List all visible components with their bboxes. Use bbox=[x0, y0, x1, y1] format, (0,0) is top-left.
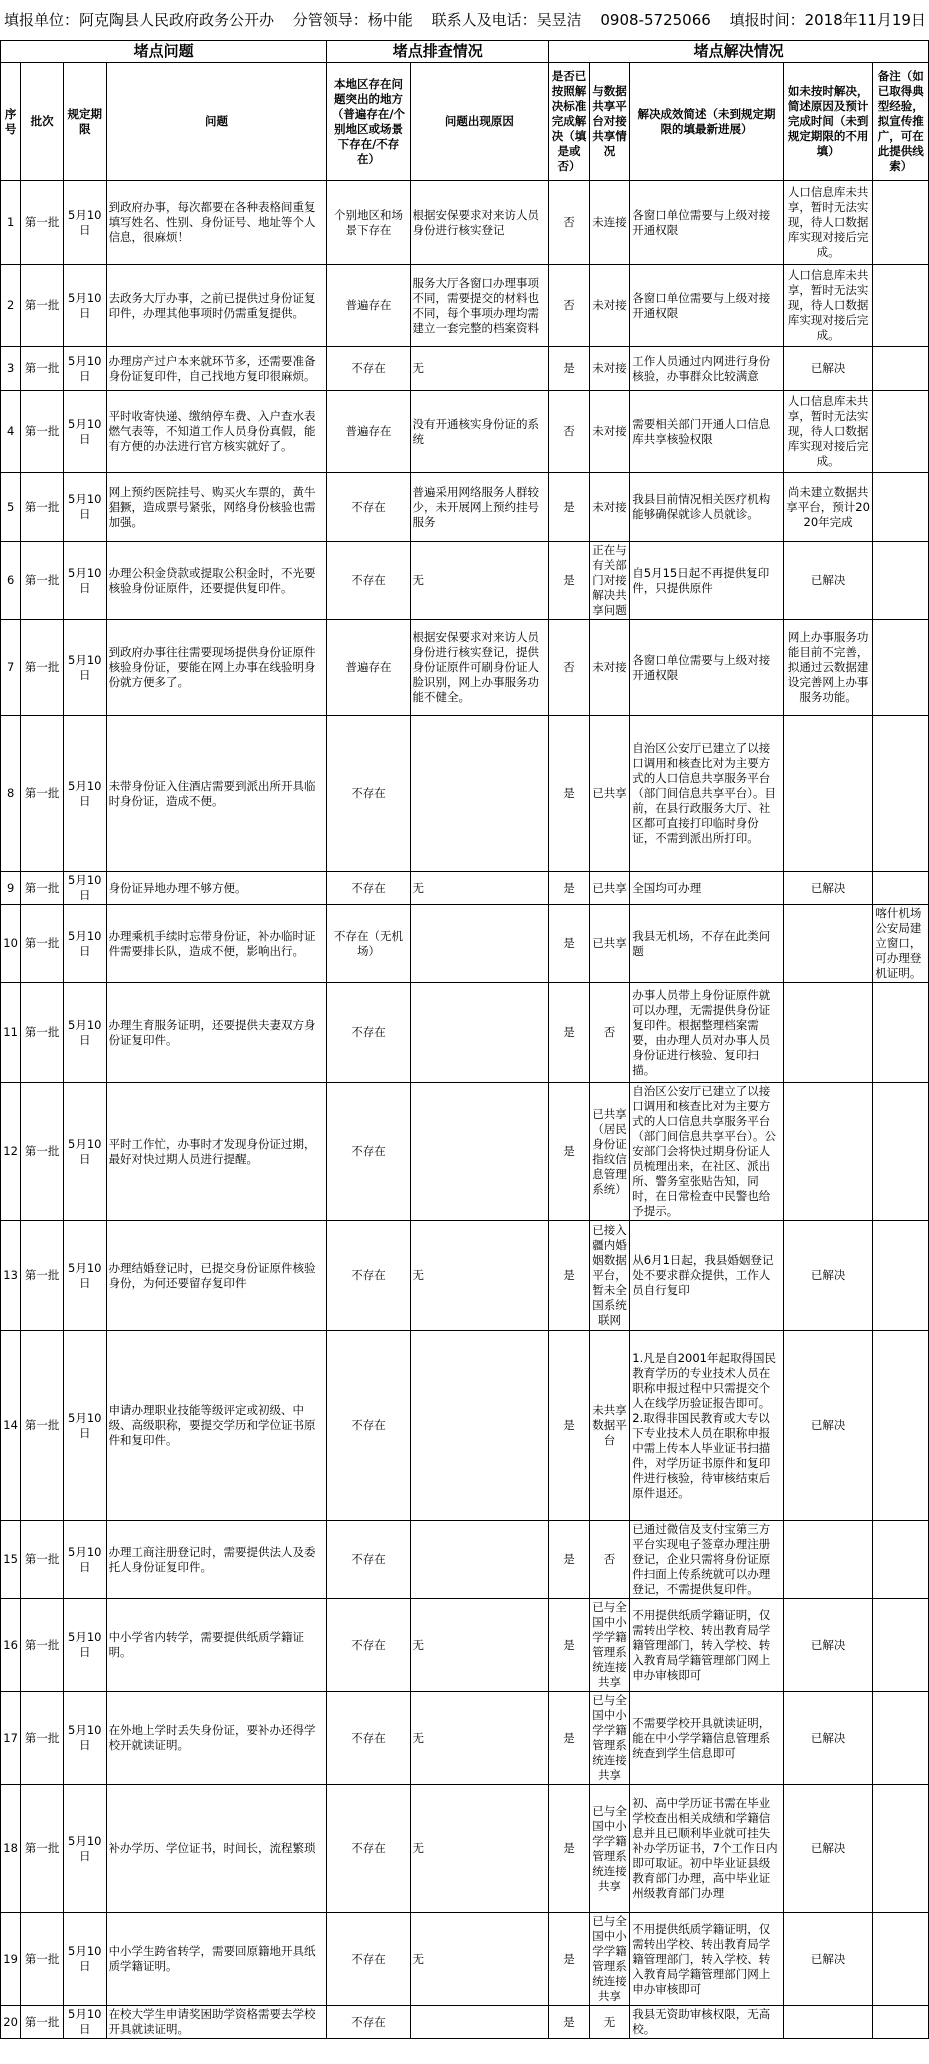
cell-batch: 第一批 bbox=[21, 1599, 64, 1692]
table-row bbox=[1, 265, 929, 347]
cell-share: 正在与有关部门对接解决共享问题 bbox=[589, 542, 630, 620]
cell-deadline: 5月10日 bbox=[63, 872, 106, 905]
cell-effect: 自治区公安厅已建立了以接口调用和核查比对为主要方式的人口信息共享服务平台（部门间信息共享平台）。目前，在县行政服务大厅、社区都可直接打印临时身份证，不需到派出所打印。 bbox=[630, 716, 784, 872]
table-row bbox=[1, 181, 929, 265]
cell-no: 12 bbox=[1, 1083, 21, 1221]
cell-share: 已接入疆内婚姻数据平台，暂未全国系统联网 bbox=[589, 1221, 630, 1331]
cell-issue: 办理生育服务证明，还要提供夫妻双方身份证复印件。 bbox=[106, 983, 327, 1083]
cell-issue: 到政府办事，每次都要在各种表格间重复填写姓名、性别、身份证号、地址等个人信息，很麻烦！ bbox=[106, 181, 327, 265]
cell-deadline: 5月10日 bbox=[63, 1221, 106, 1331]
cell-batch: 第一批 bbox=[21, 542, 64, 620]
cell-reason: 尚未建立数据共享平台，预计2020年完成 bbox=[783, 473, 873, 542]
cell-cause: 无 bbox=[410, 1599, 549, 1692]
cell-note bbox=[873, 1521, 929, 1599]
table-row bbox=[1, 2006, 929, 2039]
table-row bbox=[1, 542, 929, 620]
cell-deadline: 5月10日 bbox=[63, 1913, 106, 2006]
cell-no: 4 bbox=[1, 391, 21, 473]
cell-batch: 第一批 bbox=[21, 1785, 64, 1913]
cell-solved: 是 bbox=[549, 542, 590, 620]
cell-note bbox=[873, 620, 929, 716]
cell-batch: 第一批 bbox=[21, 620, 64, 716]
cell-solved: 是 bbox=[549, 473, 590, 542]
cell-reason: 已解决 bbox=[783, 1221, 873, 1331]
cell-cause bbox=[410, 1521, 549, 1599]
cell-reason bbox=[783, 905, 873, 983]
cell-share: 已共享 bbox=[589, 872, 630, 905]
group-problem: 堵点问题 bbox=[1, 41, 327, 63]
cell-deadline: 5月10日 bbox=[63, 620, 106, 716]
cell-share: 无 bbox=[589, 2006, 630, 2039]
cell-batch: 第一批 bbox=[21, 347, 64, 391]
cell-no: 1 bbox=[1, 181, 21, 265]
cell-issue: 申请办理职业技能等级评定或初级、中级、高级职称，要提交学历和学位证书原件和复印件。 bbox=[106, 1331, 327, 1521]
cell-batch: 第一批 bbox=[21, 473, 64, 542]
cell-solved: 是 bbox=[549, 2006, 590, 2039]
cell-solved: 否 bbox=[549, 265, 590, 347]
cell-effect: 不用提供纸质学籍证明，仅需转出学校、转出教育局学籍管理部门，转入学校、转入教育局学籍管理部门网上申办审核即可 bbox=[630, 1913, 784, 2006]
cell-effect: 我县无资助审核权限，无高校。 bbox=[630, 2006, 784, 2039]
cell-scope: 不存在 bbox=[327, 1785, 410, 1913]
cell-issue: 办理结婚登记时，已提交身份证原件核验身份，为何还要留存复印件 bbox=[106, 1221, 327, 1331]
cell-deadline: 5月10日 bbox=[63, 1521, 106, 1599]
cell-reason: 已解决 bbox=[783, 1599, 873, 1692]
cell-scope: 不存在 bbox=[327, 716, 410, 872]
cell-effect: 已通过微信及支付宝第三方平台实现电子签章办理注册登记，企业只需将身份证原件扫面上传系统就可以办理登记，不需提供复印件。 bbox=[630, 1521, 784, 1599]
cell-deadline: 5月10日 bbox=[63, 265, 106, 347]
cell-issue: 到政府办事往往需要现场提供身份证原件核验身份证，要能在网上办事在线验明身份就方便多了。 bbox=[106, 620, 327, 716]
cell-batch: 第一批 bbox=[21, 181, 64, 265]
cell-effect: 自治区公安厅已建立了以接口调用和核查比对为主要方式的人口信息共享服务平台（部门间信息共享平台）。公安部门会将快过期身份证人员梳理出来，在社区、派出所、警务室张贴告知，同时，在日常检查中民警也给予提示。 bbox=[630, 1083, 784, 1221]
cell-no: 9 bbox=[1, 872, 21, 905]
cell-effect: 初、高中学历证书需在毕业学校查出相关成绩和学籍信息并且已顺利毕业就可挂失补办学历证书，7个工作日内即可取证。初中毕业证县级教育部门办理，高中毕业证州级教育部门办理 bbox=[630, 1785, 784, 1913]
cell-note bbox=[873, 1083, 929, 1221]
cell-share: 已共享 bbox=[589, 716, 630, 872]
cell-solved: 是 bbox=[549, 1083, 590, 1221]
cell-deadline: 5月10日 bbox=[63, 1785, 106, 1913]
cell-no: 8 bbox=[1, 716, 21, 872]
cell-issue: 办理工商注册登记时，需要提供法人及委托人身份证复印件。 bbox=[106, 1521, 327, 1599]
cell-share: 未对接 bbox=[589, 265, 630, 347]
cell-no: 13 bbox=[1, 1221, 21, 1331]
cell-scope: 普遍存在 bbox=[327, 391, 410, 473]
cell-issue: 平时收寄快递、缴纳停车费、入户查水表燃气表等，不知道工作人员身份真假，能有方便的办法进行官方核实就好了。 bbox=[106, 391, 327, 473]
cell-batch: 第一批 bbox=[21, 905, 64, 983]
cell-solved: 否 bbox=[549, 181, 590, 265]
cell-solved: 是 bbox=[549, 872, 590, 905]
cell-share: 已与全国中小学学籍管理系统连接共享 bbox=[589, 1785, 630, 1913]
cell-note bbox=[873, 983, 929, 1083]
cell-effect: 各窗口单位需要与上级对接开通权限 bbox=[630, 181, 784, 265]
cell-effect: 各窗口单位需要与上级对接开通权限 bbox=[630, 265, 784, 347]
col-batch: 批次 bbox=[21, 63, 64, 181]
cell-cause: 无 bbox=[410, 347, 549, 391]
table-row bbox=[1, 620, 929, 716]
cell-cause: 根据安保要求对来访人员身份进行核实登记，提供身份证原件可刷身份证人脸识别，网上办事服务功能不健全。 bbox=[410, 620, 549, 716]
table-row bbox=[1, 391, 929, 473]
cell-issue: 身份证异地办理不够方便。 bbox=[106, 872, 327, 905]
cell-cause bbox=[410, 1331, 549, 1521]
header-date: 填报时间：2018年11月19日 bbox=[729, 11, 926, 29]
cell-scope: 不存在 bbox=[327, 1521, 410, 1599]
cell-scope: 不存在 bbox=[327, 1331, 410, 1521]
cell-solved: 否 bbox=[549, 391, 590, 473]
cell-no: 17 bbox=[1, 1692, 21, 1785]
cell-no: 2 bbox=[1, 265, 21, 347]
cell-share: 未连接 bbox=[589, 181, 630, 265]
table-row bbox=[1, 1221, 929, 1331]
cell-cause: 没有开通核实身份证的系统 bbox=[410, 391, 549, 473]
group-investigation: 堵点排查情况 bbox=[327, 41, 549, 63]
cell-cause: 无 bbox=[410, 1913, 549, 2006]
cell-solved: 是 bbox=[549, 1331, 590, 1521]
cell-note bbox=[873, 542, 929, 620]
cell-no: 19 bbox=[1, 1913, 21, 2006]
cell-effect: 自5月15日起不再提供复印件，只提供原件 bbox=[630, 542, 784, 620]
cell-share: 未共享数据平台 bbox=[589, 1331, 630, 1521]
cell-deadline: 5月10日 bbox=[63, 1083, 106, 1221]
cell-no: 15 bbox=[1, 1521, 21, 1599]
cell-effect: 办事人员带上身份证原件就可以办理，无需提供身份证复印件。根据整理档案需要，由办理人员对办事人员身份证进行核验、复印扫描。 bbox=[630, 983, 784, 1083]
header-unit: 填报单位：阿克陶县人民政府政务公开办 bbox=[4, 11, 275, 29]
group-solution: 堵点解决情况 bbox=[549, 41, 929, 63]
cell-reason bbox=[783, 716, 873, 872]
table-row bbox=[1, 1521, 929, 1599]
cell-cause: 普遍采用网络服务人群较少，未开展网上预约挂号服务 bbox=[410, 473, 549, 542]
cell-cause bbox=[410, 983, 549, 1083]
cell-issue: 办理公积金贷款或提取公积金时，不光要核验身份证原件，还要提供复印件。 bbox=[106, 542, 327, 620]
cell-reason bbox=[783, 2006, 873, 2039]
cell-note bbox=[873, 1221, 929, 1331]
cell-note bbox=[873, 1785, 929, 1913]
cell-solved: 是 bbox=[549, 1785, 590, 1913]
table-row bbox=[1, 716, 929, 872]
cell-effect: 不用提供纸质学籍证明，仅需转出学校、转出教育局学籍管理部门，转入学校、转入教育局学籍管理部门网上申办审核即可 bbox=[630, 1599, 784, 1692]
cell-share: 未对接 bbox=[589, 620, 630, 716]
cell-share: 未对接 bbox=[589, 391, 630, 473]
cell-issue: 在校大学生申请奖困助学资格需要去学校开具就读证明。 bbox=[106, 2006, 327, 2039]
cell-note bbox=[873, 473, 929, 542]
col-deadline: 规定期限 bbox=[63, 63, 106, 181]
cell-note bbox=[873, 2006, 929, 2039]
cell-scope: 不存在 bbox=[327, 347, 410, 391]
cell-issue: 中小学生跨省转学，需要回原籍地开具纸质学籍证明。 bbox=[106, 1913, 327, 2006]
cell-batch: 第一批 bbox=[21, 265, 64, 347]
cell-reason: 已解决 bbox=[783, 1692, 873, 1785]
cell-effect: 从6月1日起，我县婚姻登记处不要求群众提供，工作人员自行复印 bbox=[630, 1221, 784, 1331]
col-effect: 解决成效简述（未到规定期限的填最新进展） bbox=[630, 63, 784, 181]
cell-scope: 不存在 bbox=[327, 2006, 410, 2039]
cell-deadline: 5月10日 bbox=[63, 716, 106, 872]
header-leader: 分管领导：杨中能 bbox=[292, 11, 413, 29]
table-row bbox=[1, 1599, 929, 1692]
cell-note: 喀什机场公安局建立窗口，可办理登机证明。 bbox=[873, 905, 929, 983]
cell-share: 已与全国中小学学籍管理系统连接共享 bbox=[589, 1692, 630, 1785]
cell-cause bbox=[410, 905, 549, 983]
cell-solved: 是 bbox=[549, 1692, 590, 1785]
cell-effect: 各窗口单位需要与上级对接开通权限 bbox=[630, 620, 784, 716]
cell-reason: 人口信息库未共享，暂时无法实现，待人口数据库实现对接后完成。 bbox=[783, 181, 873, 265]
cell-no: 5 bbox=[1, 473, 21, 542]
cell-no: 6 bbox=[1, 542, 21, 620]
col-cause: 问题出现原因 bbox=[410, 63, 549, 181]
cell-issue: 办理房产过户本来就环节多，还需要准备身份证复印件，自己找地方复印很麻烦。 bbox=[106, 347, 327, 391]
table-row bbox=[1, 347, 929, 391]
cell-share: 否 bbox=[589, 983, 630, 1083]
cell-batch: 第一批 bbox=[21, 1083, 64, 1221]
cell-batch: 第一批 bbox=[21, 872, 64, 905]
cell-deadline: 5月10日 bbox=[63, 542, 106, 620]
cell-cause: 无 bbox=[410, 1785, 549, 1913]
cell-no: 16 bbox=[1, 1599, 21, 1692]
cell-no: 14 bbox=[1, 1331, 21, 1521]
cell-share: 已共享（居民身份证指纹信息管理系统） bbox=[589, 1083, 630, 1221]
cell-scope: 不存在 bbox=[327, 1599, 410, 1692]
cell-note bbox=[873, 716, 929, 872]
cell-scope: 不存在 bbox=[327, 473, 410, 542]
cell-scope: 普遍存在 bbox=[327, 620, 410, 716]
table-row bbox=[1, 983, 929, 1083]
cell-note bbox=[873, 391, 929, 473]
cell-no: 11 bbox=[1, 983, 21, 1083]
cell-solved: 是 bbox=[549, 983, 590, 1083]
cell-deadline: 5月10日 bbox=[63, 2006, 106, 2039]
cell-no: 10 bbox=[1, 905, 21, 983]
cell-issue: 中小学省内转学，需要提供纸质学籍证明。 bbox=[106, 1599, 327, 1692]
cell-issue: 办理乘机手续时忘带身份证，补办临时证件需要排长队，造成不便，影响出行。 bbox=[106, 905, 327, 983]
cell-cause: 无 bbox=[410, 872, 549, 905]
cell-deadline: 5月10日 bbox=[63, 181, 106, 265]
cell-effect: 需要相关部门开通人口信息库共享核验权限 bbox=[630, 391, 784, 473]
cell-scope: 不存在 bbox=[327, 1083, 410, 1221]
table-row bbox=[1, 1331, 929, 1521]
cell-share: 否 bbox=[589, 1521, 630, 1599]
table-body bbox=[1, 181, 929, 2039]
cell-share: 已与全国中小学学籍管理系统连接共享 bbox=[589, 1913, 630, 2006]
cell-scope: 不存在 bbox=[327, 1692, 410, 1785]
cell-reason bbox=[783, 1521, 873, 1599]
cell-cause: 服务大厅各窗口办理事项不同，需要提交的材料也不同，每个事项办理均需建立一套完整的档案资料 bbox=[410, 265, 549, 347]
cell-scope: 不存在 bbox=[327, 1221, 410, 1331]
cell-reason: 已解决 bbox=[783, 872, 873, 905]
cell-effect: 我县无机场，不存在此类问题 bbox=[630, 905, 784, 983]
table-row bbox=[1, 1913, 929, 2006]
cell-effect: 不需要学校开具就读证明，能在中小学学籍信息管理系统查到学生信息即可 bbox=[630, 1692, 784, 1785]
cell-issue: 补办学历、学位证书，时间长，流程繁琐 bbox=[106, 1785, 327, 1913]
cell-batch: 第一批 bbox=[21, 716, 64, 872]
cell-cause bbox=[410, 2006, 549, 2039]
cell-note bbox=[873, 1599, 929, 1692]
cell-reason: 已解决 bbox=[783, 1913, 873, 2006]
col-share: 与数据共享平台对接共享情况 bbox=[589, 63, 630, 181]
cell-reason: 网上办事服务功能目前不完善，拟通过云数据建设完善网上办事服务功能。 bbox=[783, 620, 873, 716]
cell-issue: 未带身份证入住酒店需要到派出所开具临时身份证，造成不便。 bbox=[106, 716, 327, 872]
col-no: 序号 bbox=[1, 63, 21, 181]
issue-table bbox=[0, 40, 929, 2039]
cell-scope: 不存在 bbox=[327, 872, 410, 905]
cell-solved: 是 bbox=[549, 1221, 590, 1331]
cell-batch: 第一批 bbox=[21, 1913, 64, 2006]
cell-scope: 不存在（无机场） bbox=[327, 905, 410, 983]
cell-cause: 无 bbox=[410, 1692, 549, 1785]
cell-cause bbox=[410, 1083, 549, 1221]
col-solved: 是否已按照解决标准完成解决（填是或否） bbox=[549, 63, 590, 181]
col-note: 备注（如已取得典型经验，拟宣传推广，可在此提供线索） bbox=[873, 63, 929, 181]
table-row bbox=[1, 872, 929, 905]
cell-effect: 工作人员通过内网进行身份核验，办事群众比较满意 bbox=[630, 347, 784, 391]
header-phone: 0908-5725066 bbox=[600, 11, 711, 29]
cell-issue: 网上预约医院挂号、购买火车票的，黄牛猖獗，造成票号紧张，网络身份核验也需加强。 bbox=[106, 473, 327, 542]
cell-no: 3 bbox=[1, 347, 21, 391]
cell-effect: 我县目前情况相关医疗机构能够确保就诊人员就诊。 bbox=[630, 473, 784, 542]
cell-share: 已共享 bbox=[589, 905, 630, 983]
cell-solved: 否 bbox=[549, 620, 590, 716]
cell-reason: 人口信息库未共享，暂时无法实现，待人口数据库实现对接后完成。 bbox=[783, 391, 873, 473]
cell-effect: 全国均可办理 bbox=[630, 872, 784, 905]
cell-cause bbox=[410, 716, 549, 872]
col-issue: 问题 bbox=[106, 63, 327, 181]
cell-no: 7 bbox=[1, 620, 21, 716]
table-row bbox=[1, 905, 929, 983]
table-row bbox=[1, 1785, 929, 1913]
cell-batch: 第一批 bbox=[21, 1692, 64, 1785]
cell-deadline: 5月10日 bbox=[63, 473, 106, 542]
report-header bbox=[0, 0, 929, 40]
col-reason: 如未按时解决，简述原因及预计完成时间（未到规定期限的不用填） bbox=[783, 63, 873, 181]
cell-batch: 第一批 bbox=[21, 983, 64, 1083]
cell-effect: 1.凡是自2001年起取得国民教育学历的专业技术人员在职称申报过程中只需提交个人在线学历验证报告即可。2.取得非国民教育或大专以下专业技术人员在职称申报中需上传本人毕业证书扫描件，对学历证书原件和复印件进行核验，待审核结束后原件退还。 bbox=[630, 1331, 784, 1521]
cell-issue: 平时工作忙，办事时才发现身份证过期，最好对快过期人员进行提醒。 bbox=[106, 1083, 327, 1221]
cell-batch: 第一批 bbox=[21, 1331, 64, 1521]
table-row bbox=[1, 1692, 929, 1785]
cell-solved: 是 bbox=[549, 905, 590, 983]
cell-deadline: 5月10日 bbox=[63, 391, 106, 473]
cell-reason: 已解决 bbox=[783, 347, 873, 391]
cell-no: 20 bbox=[1, 2006, 21, 2039]
cell-solved: 是 bbox=[549, 1913, 590, 2006]
col-scope: 本地区存在问题突出的地方（普遍存在/个别地区或场景下存在/不存在） bbox=[327, 63, 410, 181]
cell-deadline: 5月10日 bbox=[63, 905, 106, 983]
cell-solved: 是 bbox=[549, 1599, 590, 1692]
cell-scope: 普遍存在 bbox=[327, 265, 410, 347]
cell-share: 已与全国中小学学籍管理系统连接共享 bbox=[589, 1599, 630, 1692]
cell-deadline: 5月10日 bbox=[63, 1599, 106, 1692]
cell-deadline: 5月10日 bbox=[63, 1692, 106, 1785]
cell-note bbox=[873, 265, 929, 347]
cell-reason: 人口信息库未共享，暂时无法实现，待人口数据库实现对接后完成。 bbox=[783, 265, 873, 347]
cell-cause: 无 bbox=[410, 1221, 549, 1331]
cell-note bbox=[873, 181, 929, 265]
cell-reason bbox=[783, 1083, 873, 1221]
cell-deadline: 5月10日 bbox=[63, 347, 106, 391]
cell-note bbox=[873, 872, 929, 905]
cell-note bbox=[873, 1913, 929, 2006]
cell-reason: 已解决 bbox=[783, 1785, 873, 1913]
cell-batch: 第一批 bbox=[21, 391, 64, 473]
cell-scope: 不存在 bbox=[327, 1913, 410, 2006]
cell-batch: 第一批 bbox=[21, 2006, 64, 2039]
cell-deadline: 5月10日 bbox=[63, 1331, 106, 1521]
cell-share: 未对接 bbox=[589, 347, 630, 391]
cell-reason bbox=[783, 983, 873, 1083]
cell-cause: 根据安保要求对来访人员身份进行核实登记 bbox=[410, 181, 549, 265]
cell-note bbox=[873, 347, 929, 391]
cell-scope: 不存在 bbox=[327, 983, 410, 1083]
cell-note bbox=[873, 1692, 929, 1785]
cell-note bbox=[873, 1331, 929, 1521]
cell-batch: 第一批 bbox=[21, 1521, 64, 1599]
cell-no: 18 bbox=[1, 1785, 21, 1913]
cell-solved: 是 bbox=[549, 1521, 590, 1599]
cell-reason: 已解决 bbox=[783, 1331, 873, 1521]
cell-issue: 去政务大厅办事，之前已提供过身份证复印件，办理其他事项时仍需重复提供。 bbox=[106, 265, 327, 347]
cell-batch: 第一批 bbox=[21, 1221, 64, 1331]
cell-issue: 在外地上学时丢失身份证，要补办还得学校开就读证明。 bbox=[106, 1692, 327, 1785]
table-row bbox=[1, 473, 929, 542]
cell-cause: 无 bbox=[410, 542, 549, 620]
cell-solved: 是 bbox=[549, 716, 590, 872]
cell-share: 未对接 bbox=[589, 473, 630, 542]
table-row bbox=[1, 1083, 929, 1221]
header-contact: 联系人及电话：吴昱洁 bbox=[431, 11, 582, 29]
cell-solved: 是 bbox=[549, 347, 590, 391]
cell-deadline: 5月10日 bbox=[63, 983, 106, 1083]
cell-scope: 个别地区和场景下存在 bbox=[327, 181, 410, 265]
cell-reason: 已解决 bbox=[783, 542, 873, 620]
cell-scope: 不存在 bbox=[327, 542, 410, 620]
